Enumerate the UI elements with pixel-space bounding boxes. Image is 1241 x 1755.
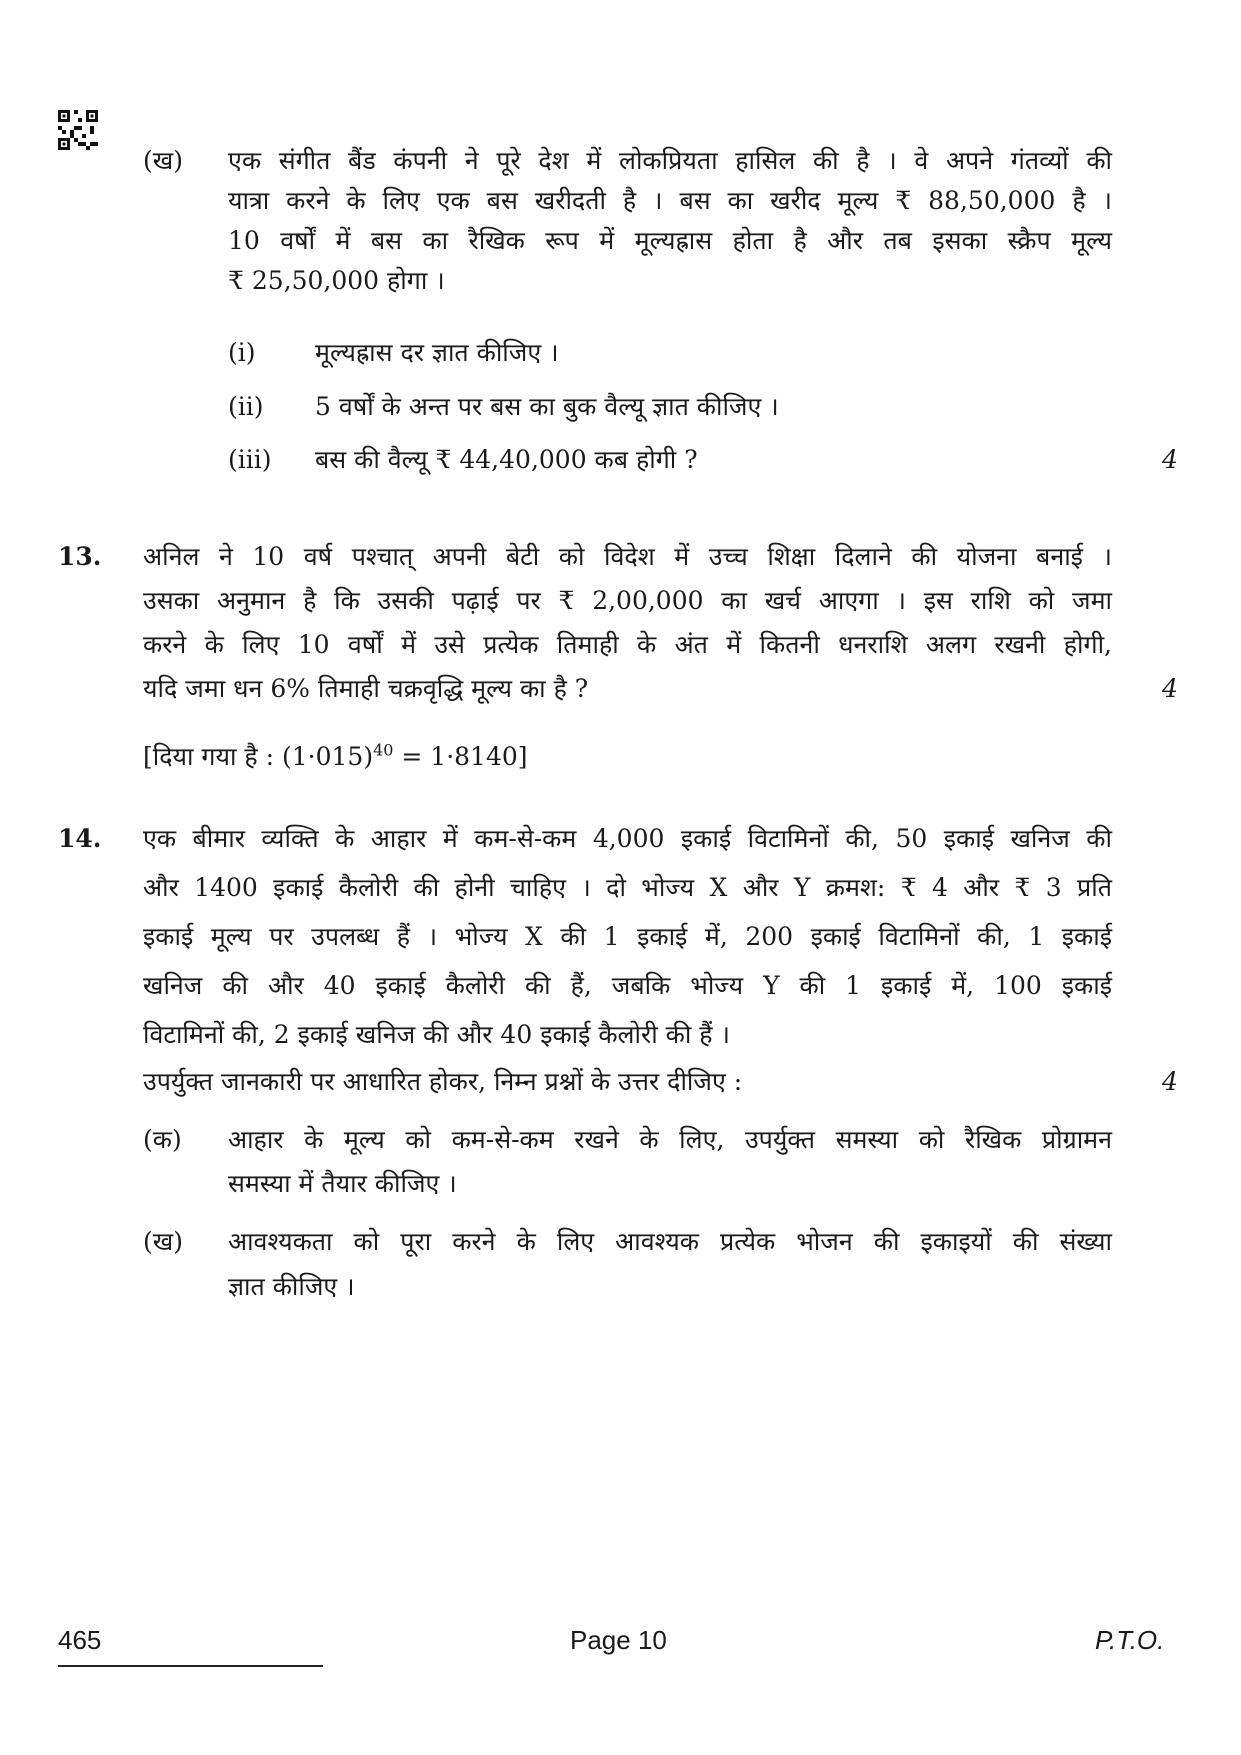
question-text-line: उसका अनुमान है कि उसकी पढ़ाई पर ₹ 2,00,000 का खर्च आएगा । इस राशि को जमा (143, 586, 1112, 615)
part-label: (ख) (143, 146, 183, 175)
page-number: Page 10 (570, 1625, 667, 1655)
given-data-exponent: 40 (373, 740, 394, 760)
subpart-label: (iii) (228, 445, 272, 474)
question-text-line: एक बीमार व्यक्ति के आहार में कम-से-कम 4,000 इकाई विटामिनों की, 50 इकाई खनिज की (143, 824, 1112, 853)
subpart-label: (ii) (228, 392, 264, 421)
question-number: 14. (58, 824, 102, 853)
part-text-line: समस्या में तैयार कीजिए । (228, 1169, 457, 1198)
part-label: (ख) (143, 1227, 183, 1256)
subpart-text: मूल्यह्रास दर ज्ञात कीजिए । (315, 338, 559, 367)
given-data-prefix: [दिया गया है : (1·015) (143, 742, 374, 771)
given-data (143, 740, 528, 774)
question-text-line: उपर्युक्त जानकारी पर आधारित होकर, निम्न प्रश्नों के उत्तर दीजिए : (143, 1067, 743, 1096)
question-text-line: इकाई मूल्य पर उपलब्ध हैं । भोज्य X की 1 इकाई में, 200 इकाई विटामिनों की, 1 इकाई (143, 922, 1112, 951)
question-text-line: ₹ 25,50,000 होगा । (228, 266, 445, 295)
marks: 4 (1162, 674, 1178, 703)
part-text-line: आहार के मूल्य को कम-से-कम रखने के लिए, उपर्युक्त समस्या को रैखिक प्रोग्रामन (228, 1125, 1112, 1154)
question-number: 13. (58, 542, 102, 571)
part-text-line: ज्ञात कीजिए । (228, 1272, 355, 1301)
question-text-line: और 1400 इकाई कैलोरी की होनी चाहिए । दो भोज्य X और Y क्रमश: ₹ 4 और ₹ 3 प्रति (143, 873, 1112, 902)
please-turn-over: P.T.O. (1095, 1625, 1165, 1655)
question-text-line: 10 वर्षों में बस का रैखिक रूप में मूल्यह्रास होता है और तब इसका स्क्रैप मूल्य (228, 226, 1112, 255)
given-data-suffix: = 1·8140] (393, 742, 528, 771)
paper-code: 465 (58, 1625, 102, 1655)
subpart-label: (i) (228, 338, 256, 367)
subpart-text: बस की वैल्यू ₹ 44,40,000 कब होगी ? (315, 445, 698, 474)
question-text-line: यात्रा करने के लिए एक बस खरीदती है । बस का खरीद मूल्य ₹ 88,50,000 है । (228, 186, 1112, 215)
question-text-line: करने के लिए 10 वर्षों में उसे प्रत्येक तिमाही के अंत में कितनी धनराशि अलग रखनी होगी, (143, 630, 1112, 659)
question-text-line: खनिज की और 40 इकाई कैलोरी की हैं, जबकि भोज्य Y की 1 इकाई में, 100 इकाई (143, 971, 1112, 1000)
qr-code (58, 110, 98, 150)
question-text-line: अनिल ने 10 वर्ष पश्चात् अपनी बेटी को विदेश में उच्च शिक्षा दिलाने की योजना बनाई । (143, 542, 1112, 571)
part-text-line: आवश्यकता को पूरा करने के लिए आवश्यक प्रत्येक भोजन की इकाइयों की संख्या (228, 1227, 1112, 1256)
marks: 4 (1162, 445, 1178, 474)
marks: 4 (1162, 1067, 1178, 1096)
subpart-text: 5 वर्षों के अन्त पर बस का बुक वैल्यू ज्ञात कीजिए । (315, 392, 779, 421)
question-text-line: यदि जमा धन 6% तिमाही चक्रवृद्धि मूल्य का है ? (143, 674, 589, 703)
question-text-line: विटामिनों की, 2 इकाई खनिज की और 40 इकाई कैलोरी की हैं । (143, 1020, 730, 1049)
question-text-line: एक संगीत बैंड कंपनी ने पूरे देश में लोकप्रियता हासिल की है । वे अपने गंतव्यों की (228, 146, 1112, 175)
footer-divider (58, 1665, 323, 1667)
part-label: (क) (143, 1125, 182, 1154)
